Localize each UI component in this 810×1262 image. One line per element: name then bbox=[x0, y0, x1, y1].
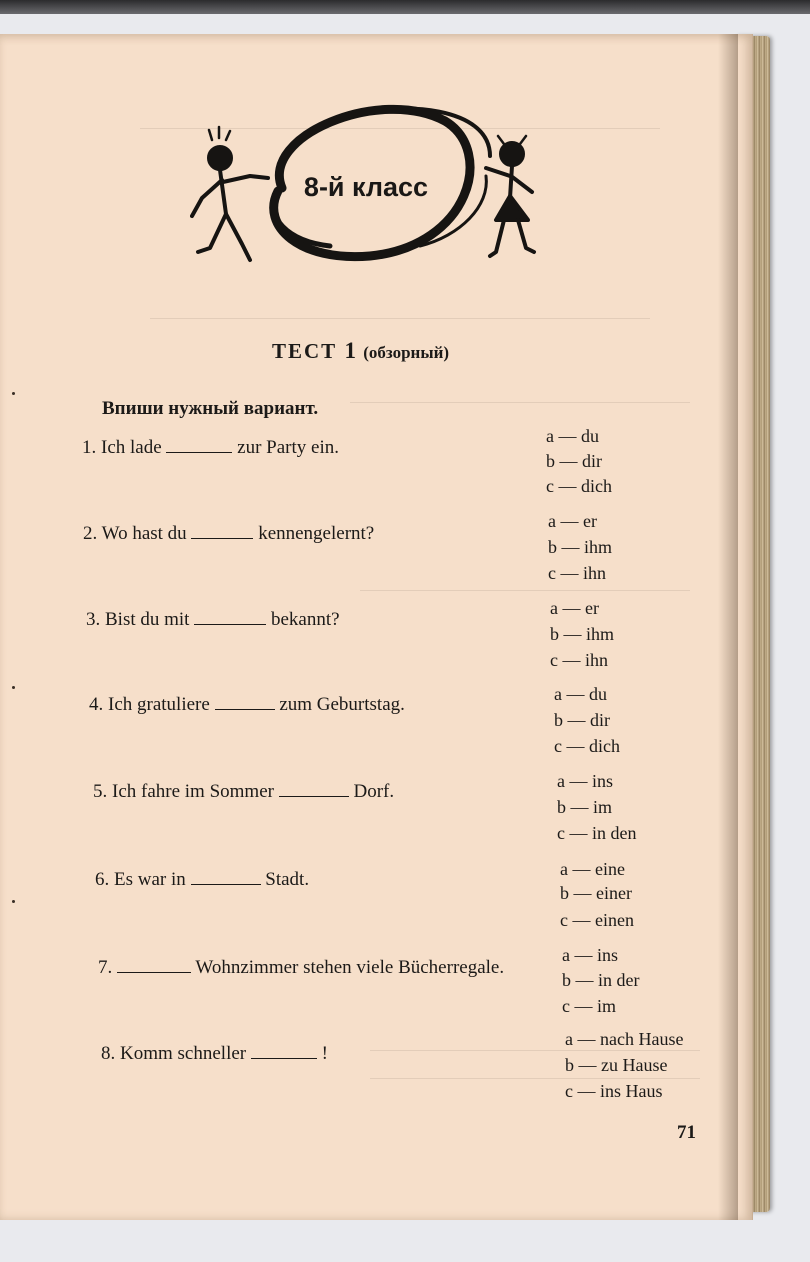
answer-blank[interactable] bbox=[166, 438, 232, 453]
question-text-after: ! bbox=[321, 1043, 328, 1064]
option-c: c — dich bbox=[546, 476, 612, 496]
option-b: b — in der bbox=[562, 970, 640, 990]
test-title-word: ТЕСТ bbox=[272, 339, 338, 363]
option-b: b — dir bbox=[554, 710, 610, 730]
instruction: Впиши нужный вариант. bbox=[102, 398, 319, 419]
option-b: b — ihm bbox=[550, 624, 615, 644]
grade-header-illustration bbox=[190, 96, 550, 276]
margin-speck bbox=[12, 686, 15, 689]
answer-blank[interactable] bbox=[191, 870, 261, 885]
test-subtitle: (обзорный) bbox=[363, 343, 450, 362]
option-c: c — in den bbox=[557, 823, 637, 843]
option-b: b — einer bbox=[560, 883, 632, 903]
option-c: c — ihn bbox=[548, 563, 606, 583]
answer-blank[interactable] bbox=[194, 610, 266, 625]
question-text-after: Stadt. bbox=[265, 869, 310, 890]
option-c: c — dich bbox=[554, 736, 620, 756]
option-c: c — ihn bbox=[550, 650, 608, 670]
question-text-before: 7. bbox=[98, 957, 113, 978]
option-b: b — dir bbox=[546, 451, 602, 471]
option-b: b — im bbox=[557, 797, 613, 817]
margin-speck bbox=[12, 392, 15, 395]
page-number: 71 bbox=[677, 1122, 696, 1143]
girl-figure-icon bbox=[486, 136, 534, 256]
test-title bbox=[272, 338, 449, 364]
option-c: c — ins Haus bbox=[565, 1081, 663, 1101]
option-c: c — im bbox=[562, 996, 616, 1016]
question-text-after: Dorf. bbox=[353, 781, 395, 802]
option-a: a — du bbox=[546, 426, 599, 446]
answer-blank[interactable] bbox=[279, 782, 349, 797]
question-7 bbox=[98, 957, 504, 979]
question-text-after: zur Party ein. bbox=[237, 437, 339, 458]
answer-blank[interactable] bbox=[251, 1044, 317, 1059]
question-text-before: 5. Ich fahre im Sommer bbox=[93, 781, 274, 802]
question-6 bbox=[95, 869, 309, 891]
question-4 bbox=[89, 694, 405, 716]
question-text-after: zum Geburtstag. bbox=[279, 694, 405, 715]
question-3 bbox=[86, 609, 340, 631]
test-number: 1 bbox=[344, 338, 356, 363]
option-a: a — du bbox=[554, 684, 607, 704]
option-b: b — ihm bbox=[548, 537, 613, 557]
option-b: b — zu Hause bbox=[565, 1055, 668, 1075]
question-text-after: Wohnzimmer stehen viele Bücherregale. bbox=[195, 957, 505, 978]
option-a: a — er bbox=[550, 598, 599, 618]
answer-blank[interactable] bbox=[191, 524, 253, 539]
question-text-before: 3. Bist du mit bbox=[86, 609, 190, 630]
answer-blank[interactable] bbox=[117, 958, 191, 973]
question-2 bbox=[83, 523, 374, 545]
option-a: a — eine bbox=[560, 859, 625, 879]
question-8 bbox=[101, 1043, 328, 1065]
spine-shadow bbox=[718, 34, 738, 1220]
boy-figure-icon bbox=[192, 127, 268, 260]
grade-label: 8-й класс bbox=[303, 172, 429, 202]
question-text-before: 8. Komm schneller bbox=[101, 1043, 247, 1064]
question-text-before: 2. Wo hast du bbox=[83, 523, 187, 544]
answer-blank[interactable] bbox=[215, 695, 275, 710]
question-5 bbox=[93, 781, 394, 803]
option-a: a — nach Hause bbox=[565, 1029, 684, 1049]
question-text-after: bekannt? bbox=[270, 609, 340, 630]
question-text-before: 1. Ich lade bbox=[82, 437, 162, 458]
question-text-after: kennengelernt? bbox=[258, 523, 375, 544]
option-a: a — ins bbox=[557, 771, 613, 791]
option-a: a — ins bbox=[562, 945, 618, 965]
question-text-before: 6. Es war in bbox=[95, 869, 186, 890]
question-1 bbox=[82, 437, 339, 459]
option-a: a — er bbox=[548, 511, 597, 531]
question-text-before: 4. Ich gratuliere bbox=[89, 694, 210, 715]
option-c: c — einen bbox=[560, 910, 634, 930]
scanner-edge bbox=[0, 0, 810, 14]
margin-speck bbox=[12, 900, 15, 903]
